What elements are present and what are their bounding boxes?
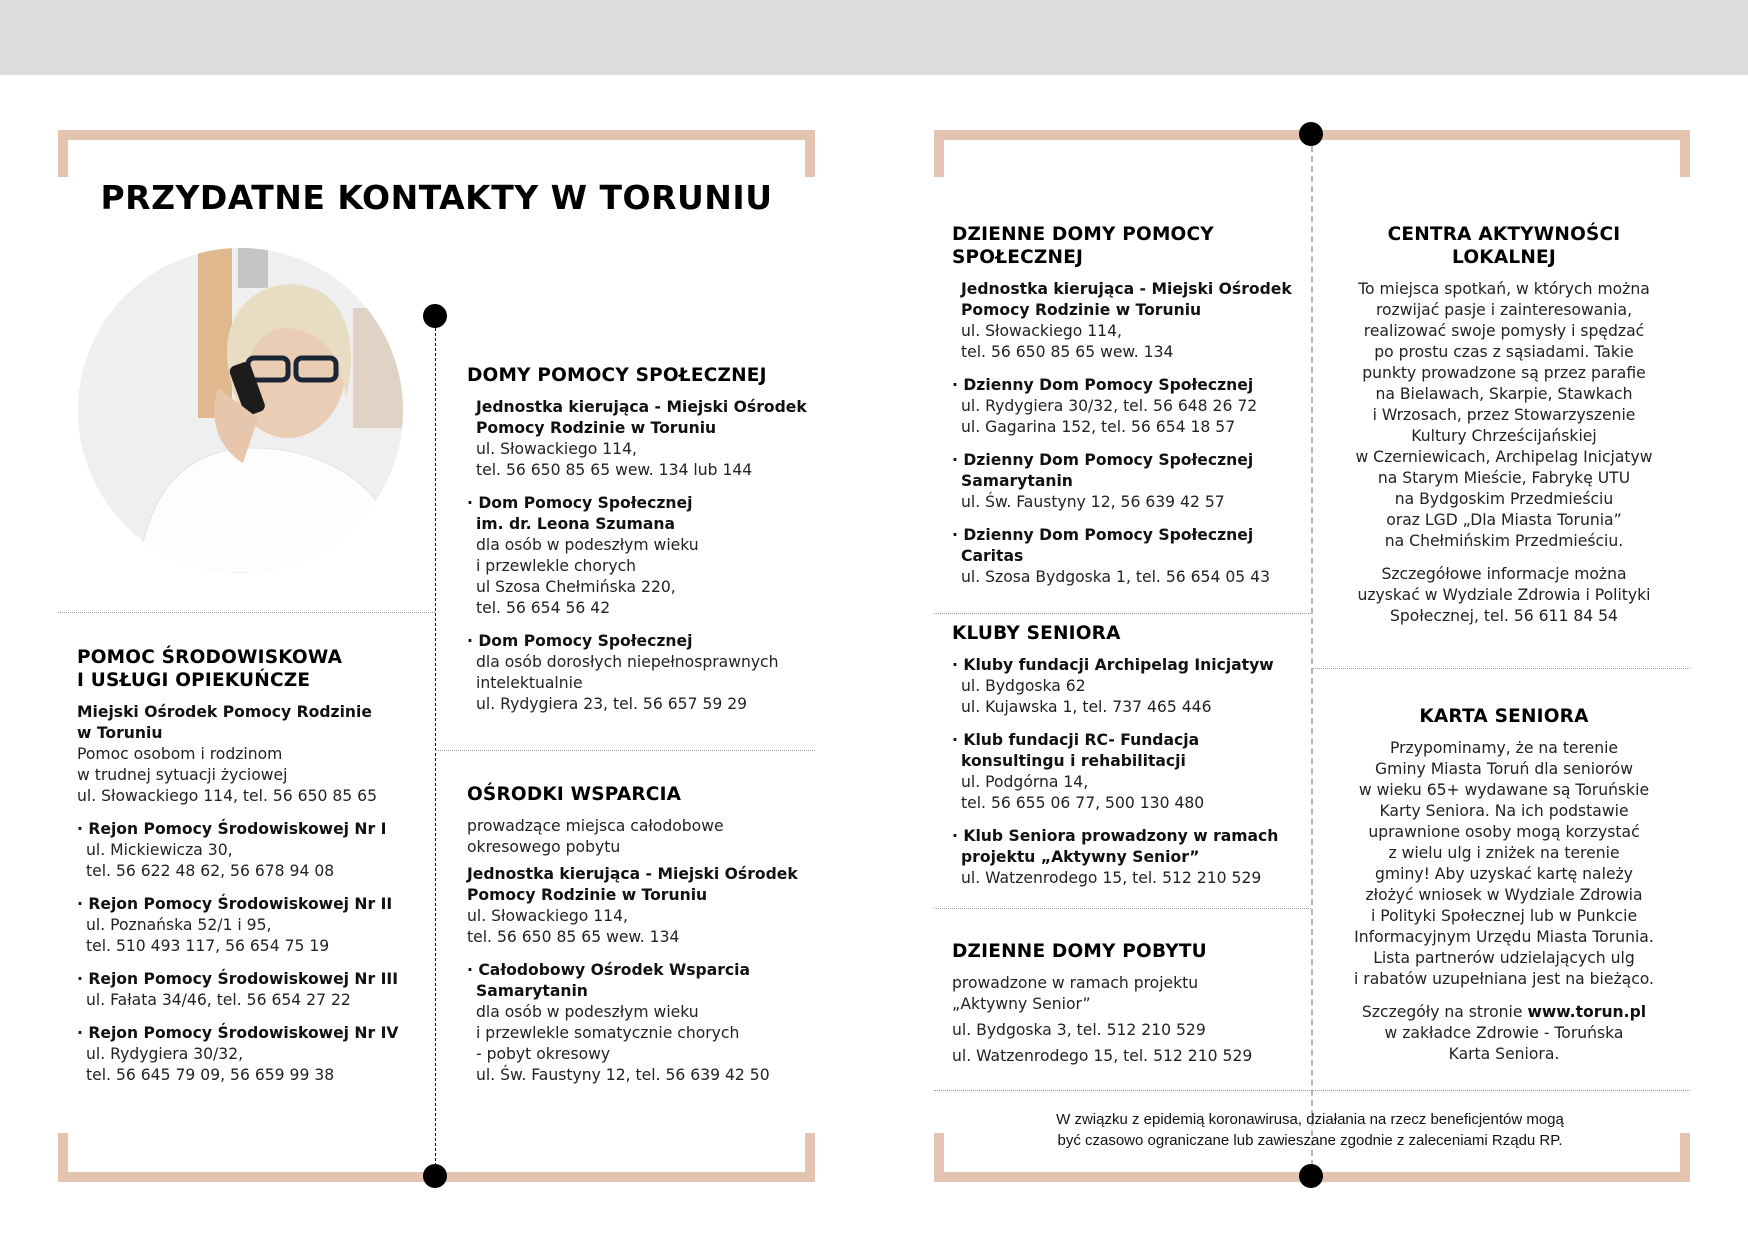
dot-right-bottom xyxy=(1299,1164,1323,1188)
divider-right-a xyxy=(934,613,1311,614)
covid-disclaimer: W związku z epidemią koronawirusa, działania na rzecz beneficjentów mogą być czasowo ograniczane lub zawieszane zgodnie z zaleceniami Rządu RP. xyxy=(1056,1111,1564,1149)
top-band xyxy=(0,0,1748,75)
karta-details: Szczegóły na stronie www.torun.pl w zakładce Zdrowie - Toruńska Karta Seniora. xyxy=(1361,1003,1647,1063)
list-item: · Rejon Pomocy Środowiskowej Nr IV ul. Rydygiera 30/32, tel. 56 645 79 09, 56 659 99 38 xyxy=(77,1023,427,1086)
divider-right-bottom xyxy=(934,1090,1690,1091)
centra-text-line: realizować swoje pomysły i spędzać xyxy=(1363,322,1645,340)
centra-text-line: rozwijać pasje i zainteresowania, xyxy=(1375,301,1633,319)
karta-text-line: gminy! Aby uzyskać kartę należy xyxy=(1375,865,1633,883)
list-item: · Dom Pomocy Społecznej dla osób dorosłych niepełnosprawnych intelektualnie ul. Rydygiera 23, tel. 56 657 59 29 xyxy=(467,631,812,715)
section-dzienne-domy-pobytu xyxy=(952,940,1307,1079)
karta-text-line: Lista partnerów udzielających ulg xyxy=(1373,949,1635,967)
centra-text-line: Społecznej, tel. 56 611 84 54 xyxy=(1390,607,1618,625)
intro-text: prowadzące miejsca całodobowe okresowego pobytu xyxy=(467,817,724,856)
lead-entry: Jednostka kierująca - Miejski Ośrodek Pomocy Rodzinie w Toruniu ul. Słowackiego 114, tel. 56 650 85 65 wew. 134 lub 144 xyxy=(476,398,807,479)
karta-text-line: i Polityki Społecznej lub w Punkcie xyxy=(1370,907,1638,925)
centra-text-line: Szczegółowe informacje można xyxy=(1381,565,1627,583)
section-karta-seniora xyxy=(1318,705,1690,1077)
lead-entry: Jednostka kierująca - Miejski Ośrodek Pomocy Rodzinie w Toruniu ul. Słowackiego 114, tel. 56 650 85 65 wew. 134 xyxy=(961,280,1292,361)
centra-text-line: na Bydgoskim Przedmieściu xyxy=(1394,490,1614,508)
centra-text-line: po prostu czas z sąsiadami. Takie xyxy=(1374,343,1634,361)
list-item: · Kluby fundacji Archipelag Inicjatyw ul. Bydgoska 62 ul. Kujawska 1, tel. 737 465 446 xyxy=(952,655,1307,718)
section-domy-pomocy xyxy=(467,364,812,727)
karta-text-line: uprawnione osoby mogą korzystać xyxy=(1368,823,1640,841)
centra-paragraph-1 xyxy=(1318,279,1690,552)
bracket-top-left xyxy=(58,130,815,177)
photo-senior-woman-phone xyxy=(78,248,403,573)
address-line: ul. Watzenrodego 15, tel. 512 210 529 xyxy=(952,1047,1253,1065)
section-heading: DZIENNE DOMY POBYTU xyxy=(952,941,1207,962)
centra-text-line: i Wrzosach, przez Stowarzyszenie xyxy=(1372,406,1636,424)
page-title: PRZYDATNE KONTAKTY W TORUNIU xyxy=(100,178,773,217)
karta-text-line: w wieku 65+ wydawane są Toruńskie xyxy=(1358,781,1650,799)
karta-paragraph-1 xyxy=(1318,738,1690,990)
divider-right-c xyxy=(1311,668,1690,669)
dot-right-top xyxy=(1299,122,1323,146)
list-item: · Dzienny Dom Pomocy Społecznej ul. Rydygiera 30/32, tel. 56 648 26 72 ul. Gagarina 152, tel. 56 654 18 57 xyxy=(952,375,1307,438)
list-item: · Dzienny Dom Pomocy Społecznej Caritas ul. Szosa Bydgoska 1, tel. 56 654 05 43 xyxy=(952,525,1307,588)
karta-text-line: Informacyjnym Urzędu Miasta Torunia. xyxy=(1354,928,1654,946)
karta-text-line: i rabatów uzupełniana jest na bieżąco. xyxy=(1354,970,1654,988)
list-item: · Klub fundacji RC- Fundacja konsultingu i rehabilitacji ul. Podgórna 14, tel. 56 655 06 77, 500 130 480 xyxy=(952,730,1307,814)
address-line: ul. Bydgoska 3, tel. 512 210 529 xyxy=(952,1021,1206,1039)
list-item: · Dom Pomocy Społecznej im. dr. Leona Szumana dla osób w podeszłym wieku i przewlekle chorych ul Szosa Chełmińska 220, tel. 56 654 56 42 xyxy=(467,493,812,619)
section-heading: DOMY POMOCY SPOŁECZNEJ xyxy=(467,365,767,386)
centra-text-line: na Starym Mieście, Fabrykę UTU xyxy=(1377,469,1631,487)
centra-text-line: w Czerniewicach, Archipelag Inicjatyw xyxy=(1355,448,1653,466)
centra-paragraph-2 xyxy=(1318,564,1690,627)
website-link[interactable]: www.torun.pl xyxy=(1527,1003,1647,1021)
divider-mid-col xyxy=(435,750,815,751)
dot-left-bottom xyxy=(423,1164,447,1188)
centra-text-line: na Chełmińskim Przedmieściu. xyxy=(1384,532,1624,550)
dot-left-top xyxy=(423,304,447,328)
photo-illustration xyxy=(78,248,403,573)
centra-text-line: Kultury Chrześcijańskiej xyxy=(1411,427,1597,445)
section-heading: DZIENNE DOMY POMOCY SPOŁECZNEJ xyxy=(952,224,1214,268)
centra-text-line: uzyskać w Wydziale Zdrowia i Polityki xyxy=(1357,586,1651,604)
left-page-vertical-divider xyxy=(435,318,436,1176)
divider-right-b xyxy=(934,908,1311,909)
section-pomoc-srodowiskowa xyxy=(77,646,427,1098)
section-centra-aktywnosci xyxy=(1318,223,1690,639)
karta-text-line: Przypominamy, że na terenie xyxy=(1390,739,1618,757)
section-heading: KLUBY SENIORA xyxy=(952,623,1121,644)
list-item: · Klub Seniora prowadzony w ramach projektu „Aktywny Senior” ul. Watzenrodego 15, tel. 512 210 529 xyxy=(952,826,1307,889)
list-item: · Rejon Pomocy Środowiskowej Nr I ul. Mickiewicza 30, tel. 56 622 48 62, 56 678 94 08 xyxy=(77,819,427,882)
centra-text-line: To miejsca spotkań, w których można xyxy=(1358,280,1650,298)
list-item: · Rejon Pomocy Środowiskowej Nr III ul. Fałata 34/46, tel. 56 654 27 22 xyxy=(77,969,427,1011)
karta-text-line: Karty Seniora. Na ich podstawie xyxy=(1379,802,1629,820)
divider-left-col xyxy=(58,612,435,613)
section-heading: CENTRA AKTYWNOŚCI LOKALNEJ xyxy=(1387,224,1621,268)
karta-text-line: Gminy Miasta Toruń dla seniorów xyxy=(1375,760,1633,778)
list-item: · Dzienny Dom Pomocy Społecznej Samarytanin ul. Św. Faustyny 12, 56 639 42 57 xyxy=(952,450,1307,513)
karta-text-line: z wielu ulg i zniżek na terenie xyxy=(1388,844,1620,862)
section-dzienne-domy-pomocy xyxy=(952,223,1307,600)
section-heading: OŚRODKI WSPARCIA xyxy=(467,784,682,805)
intro-text: prowadzone w ramach projektu „Aktywny Senior” xyxy=(952,974,1199,1013)
centra-text-line: oraz LGD „Dla Miasta Torunia” xyxy=(1386,511,1622,529)
centra-text-line: na Bielawach, Skarpie, Stawkach xyxy=(1375,385,1633,403)
lead-entry: Jednostka kierująca - Miejski Ośrodek Pomocy Rodzinie w Toruniu ul. Słowackiego 114, tel. 56 650 85 65 wew. 134 xyxy=(467,865,798,946)
section-osrodki-wsparcia xyxy=(467,783,812,1098)
section-heading: KARTA SENIORA xyxy=(1419,706,1589,727)
centra-text-line: punkty prowadzone są przez parafie xyxy=(1362,364,1646,382)
karta-text-line: złożyć wniosek w Wydziale Zdrowia xyxy=(1365,886,1643,904)
list-item: · Całodobowy Ośrodek Wsparcia Samarytanin dla osób w podeszłym wieku i przewlekle somatycznie chorych - pobyt okresowy ul. Św. Faustyny 12, tel. 56 639 42 50 xyxy=(467,960,812,1086)
right-page-vertical-divider xyxy=(1311,146,1313,1176)
list-item: · Rejon Pomocy Środowiskowej Nr II ul. Poznańska 52/1 i 95, tel. 510 493 117, 56 654 75 19 xyxy=(77,894,427,957)
org-entry: Miejski Ośrodek Pomocy Rodzinie w Toruniu Pomoc osobom i rodzinom w trudnej sytuacji życiowej ul. Słowackiego 114, tel. 56 650 85 65 xyxy=(77,703,378,805)
section-kluby-seniora xyxy=(952,622,1307,901)
section-heading: POMOC ŚRODOWISKOWA I USŁUGI OPIEKUŃCZE xyxy=(77,647,343,691)
